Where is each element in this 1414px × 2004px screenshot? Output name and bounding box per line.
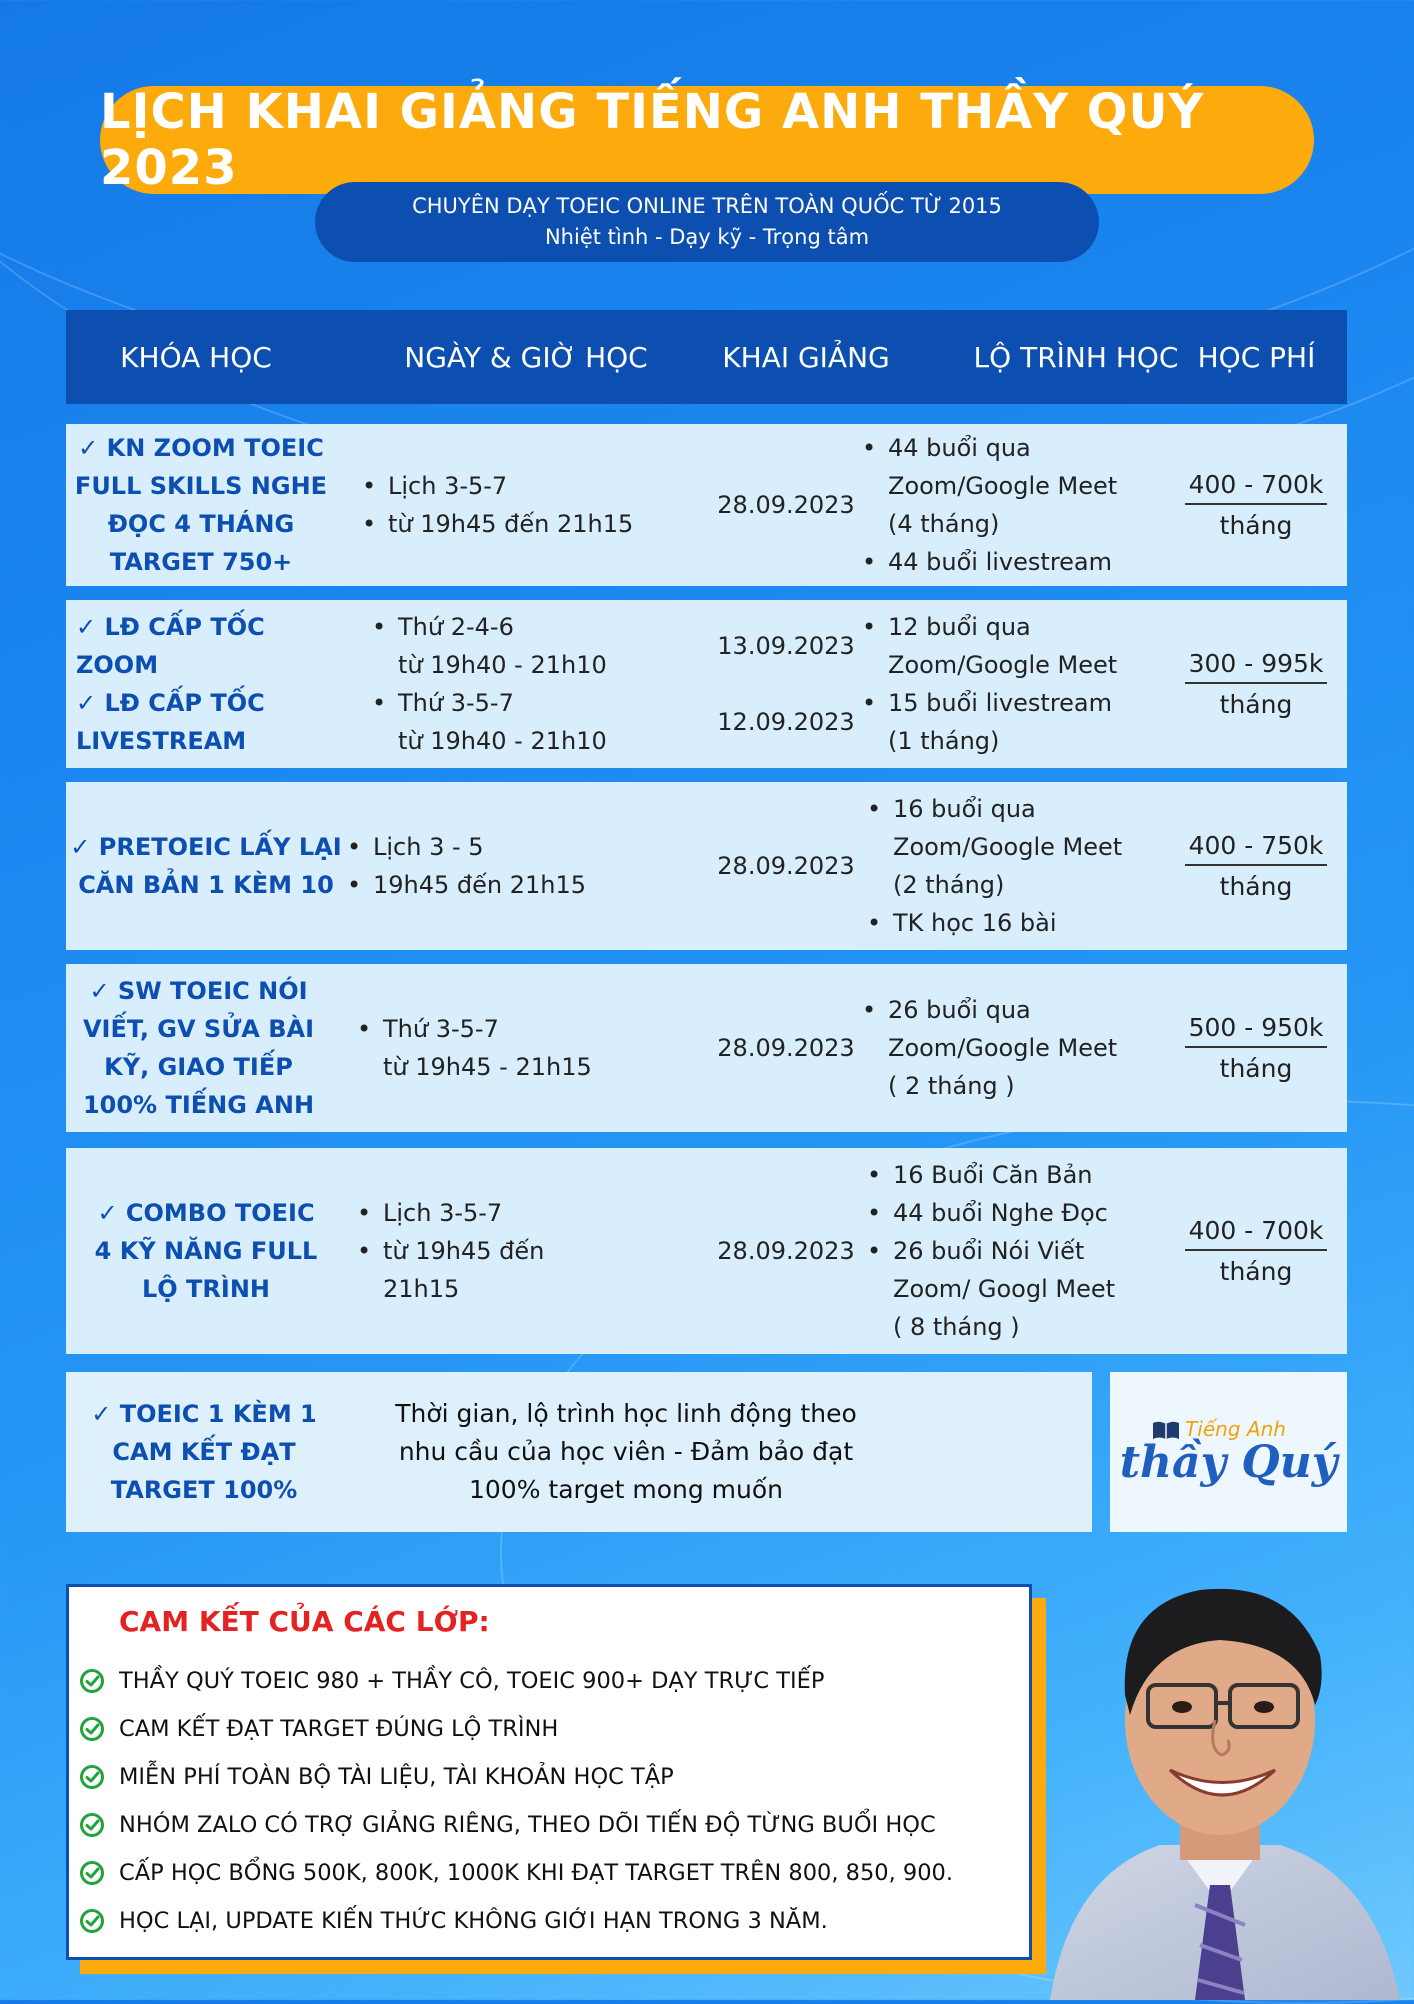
roadmap-cell (856, 424, 1156, 586)
brand-logo (1110, 1372, 1347, 1532)
course-line: FULL SKILLS NGHE (74, 472, 328, 500)
schedule-item: • Thứ 3-5-7 (351, 1010, 681, 1048)
course-line: ✓ KN ZOOM TOEIC (78, 434, 324, 462)
fee-range: 300 - 995k (1185, 649, 1328, 684)
roadmap-item: (2 tháng) (893, 871, 1005, 899)
fee-cell (1176, 782, 1336, 950)
schedule-item: 21h15 (383, 1275, 460, 1303)
roadmap-item: • 16 Buổi Căn Bản (861, 1156, 1161, 1194)
roadmap-cell (861, 782, 1161, 950)
roadmap-item: • 44 buổi Nghe Đọc (861, 1194, 1161, 1232)
column-header-fee: HỌC PHÍ (1197, 340, 1316, 374)
schedule-cell (351, 1148, 681, 1354)
column-header-course: KHÓA HỌC (120, 340, 272, 374)
subtitle-badge (315, 182, 1099, 262)
fee-amount (1176, 831, 1336, 866)
roadmap-item: • 16 buổi qua (861, 790, 1161, 828)
roadmap-list (856, 991, 1156, 1105)
roadmap-item: • 26 buổi qua (856, 991, 1156, 1029)
roadmap-item: Zoom/Google Meet (893, 833, 1123, 861)
schedule-item: • Thứ 3-5-7 (366, 684, 696, 722)
promise-text: MIỄN PHÍ TOÀN BỘ TÀI LIỆU, TÀI KHOẢN HỌC TẬP (119, 1764, 674, 1790)
schedule-item: từ 19h40 - 21h10 (398, 727, 607, 755)
schedule-list (351, 1010, 681, 1086)
course-line: ✓ PRETOEIC LẤY LẠI (70, 833, 342, 861)
course-line: LIVESTREAM (76, 727, 247, 755)
start-date: 28.09.2023 (717, 1034, 855, 1062)
start-date: 28.09.2023 (717, 1237, 855, 1265)
roadmap-item: • 26 buổi Nói Viết (861, 1232, 1161, 1270)
column-header-start-date: KHAI GIẢNG (722, 340, 890, 374)
course-cell (66, 964, 331, 1132)
roadmap-item: Zoom/Google Meet (888, 1034, 1118, 1062)
schedule-cell (366, 600, 696, 768)
schedule-list (366, 608, 696, 760)
roadmap-cell (856, 600, 1156, 768)
logo-line-1: Tiếng Anh (1185, 1416, 1286, 1441)
course-cell (66, 782, 346, 950)
note-line: nhu cầu của học viên - Đảm bảo đạt (398, 1437, 854, 1466)
start-date: 28.09.2023 (717, 852, 855, 880)
roadmap-item: • 44 buổi livestream (856, 543, 1156, 581)
course-line: 100% TIẾNG ANH (82, 1091, 315, 1119)
table-row (66, 424, 1347, 586)
check-circle-icon (79, 1908, 105, 1934)
promise-title: CAM KẾT CỦA CÁC LỚP: (119, 1605, 490, 1638)
schedule-list (341, 828, 671, 904)
schedule-item: • Lịch 3-5-7 (351, 1194, 681, 1232)
fee-amount (1176, 649, 1336, 684)
course-line: ✓ TOEIC 1 KÈM 1 (91, 1400, 317, 1428)
schedule-item: • từ 19h45 đến (351, 1232, 681, 1270)
teacher-portrait (1030, 1545, 1414, 2000)
course-line: CAM KẾT ĐẠT (112, 1438, 296, 1466)
special-course-cell (66, 1372, 342, 1532)
check-circle-icon (79, 1716, 105, 1742)
table-row-special (66, 1372, 1092, 1532)
fee-range: 400 - 750k (1185, 831, 1328, 866)
course-cell (66, 424, 336, 586)
course-line: ĐỌC 4 THÁNG (107, 510, 295, 538)
start-date: 13.09.2023 (717, 632, 855, 660)
special-note (366, 1372, 886, 1532)
fee-amount (1176, 1013, 1336, 1048)
course-line: KỸ, GIAO TIẾP (104, 1053, 293, 1081)
schedule-cell (351, 964, 681, 1132)
roadmap-item: Zoom/ Googl Meet (893, 1275, 1116, 1303)
fee-unit: tháng (1219, 511, 1293, 540)
fee-range: 400 - 700k (1185, 1216, 1328, 1251)
course-line: 4 KỸ NĂNG FULL (94, 1237, 318, 1265)
column-header-roadmap: LỘ TRÌNH HỌC (973, 340, 1179, 374)
course-line: ✓ LĐ CẤP TỐC (76, 689, 265, 717)
fee-cell (1176, 964, 1336, 1132)
roadmap-list (861, 1156, 1161, 1346)
column-header-schedule: NGÀY & GIỜ HỌC (404, 340, 648, 374)
promise-item (69, 1849, 953, 1897)
fee-unit: tháng (1219, 1054, 1293, 1083)
course-line: LỘ TRÌNH (141, 1275, 270, 1303)
course-cell (76, 600, 346, 768)
promise-card (66, 1584, 1032, 1960)
course-line: ✓ LĐ CẤP TỐC ZOOM (76, 613, 265, 679)
roadmap-cell (861, 1148, 1161, 1354)
promise-item (69, 1753, 953, 1801)
fee-unit: tháng (1219, 872, 1293, 901)
check-circle-icon (79, 1668, 105, 1694)
table-row (66, 782, 1347, 950)
course-line: VIẾT, GV SỬA BÀI (82, 1015, 314, 1043)
course-line: ✓ SW TOEIC NÓI (89, 977, 308, 1005)
roadmap-item: Zoom/Google Meet (888, 651, 1118, 679)
roadmap-item: (1 tháng) (888, 727, 1000, 755)
promise-list (69, 1657, 953, 1945)
roadmap-item: Zoom/Google Meet (888, 472, 1118, 500)
roadmap-list (856, 608, 1156, 760)
fee-range: 500 - 950k (1185, 1013, 1328, 1048)
roadmap-item: ( 8 tháng ) (893, 1313, 1020, 1341)
fee-amount (1176, 1216, 1336, 1251)
fee-cell (1176, 600, 1336, 768)
promise-text: CẤP HỌC BỔNG 500K, 800K, 1000K KHI ĐẠT TARGET TRÊN 800, 850, 900. (119, 1860, 953, 1886)
table-row (66, 600, 1347, 768)
roadmap-list (856, 429, 1156, 581)
fee-unit: tháng (1219, 1257, 1293, 1286)
schedule-list (356, 467, 686, 543)
promise-item (69, 1801, 953, 1849)
subtitle-line-1: CHUYÊN DẠY TOEIC ONLINE TRÊN TOÀN QUỐC TỪ 2015 (412, 194, 1002, 218)
schedule-item: • 19h45 đến 21h15 (341, 866, 671, 904)
fee-amount (1176, 470, 1336, 505)
note-line: Thời gian, lộ trình học linh động theo (395, 1399, 857, 1428)
roadmap-item: • 15 buổi livestream (856, 684, 1156, 722)
roadmap-item: • TK học 16 bài (861, 904, 1161, 942)
table-row (66, 1148, 1347, 1354)
roadmap-item: (4 tháng) (888, 510, 1000, 538)
promise-panel (66, 1584, 1032, 1960)
roadmap-item: ( 2 tháng ) (888, 1072, 1015, 1100)
note-line: 100% target mong muốn (468, 1475, 784, 1504)
fee-cell (1176, 424, 1336, 586)
check-circle-icon (79, 1812, 105, 1838)
promise-item (69, 1897, 953, 1945)
roadmap-list (861, 790, 1161, 942)
subtitle-line-2: Nhiệt tình - Dạy kỹ - Trọng tâm (544, 225, 870, 249)
promise-text: HỌC LẠI, UPDATE KIẾN THỨC KHÔNG GIỚI HẠN TRONG 3 NĂM. (119, 1908, 828, 1934)
promise-text: CAM KẾT ĐẠT TARGET ĐÚNG LỘ TRÌNH (119, 1716, 559, 1742)
course-line: TARGET 750+ (109, 548, 293, 576)
fee-unit: tháng (1219, 690, 1293, 719)
start-date: 12.09.2023 (717, 708, 855, 736)
table-header (66, 310, 1347, 404)
schedule-item: từ 19h45 - 21h15 (383, 1053, 592, 1081)
page-title: LỊCH KHAI GIẢNG TIẾNG ANH THẦY QUÝ 2023 (100, 86, 1314, 194)
roadmap-item: • 44 buổi qua (856, 429, 1156, 467)
schedule-cell (356, 424, 686, 586)
roadmap-cell (856, 964, 1156, 1132)
course-line: TARGET 100% (110, 1476, 298, 1504)
schedule-item: • Lịch 3-5-7 (356, 467, 686, 505)
check-circle-icon (79, 1764, 105, 1790)
schedule-item: • Lịch 3 - 5 (341, 828, 671, 866)
promise-text: NHÓM ZALO CÓ TRỢ GIẢNG RIÊNG, THEO DÕI TIẾN ĐỘ TỪNG BUỔI HỌC (119, 1812, 936, 1838)
promise-text: THẦY QUÝ TOEIC 980 + THẦY CÔ, TOEIC 900+ DẠY TRỰC TIẾP (119, 1668, 825, 1694)
fee-range: 400 - 700k (1185, 470, 1328, 505)
check-circle-icon (79, 1860, 105, 1886)
schedule-item: từ 19h40 - 21h10 (398, 651, 607, 679)
schedule-item: • Thứ 2-4-6 (366, 608, 696, 646)
promise-item (69, 1657, 953, 1705)
schedule-item: • từ 19h45 đến 21h15 (356, 505, 686, 543)
schedule-list (351, 1194, 681, 1308)
fee-cell (1176, 1148, 1336, 1354)
logo-line-2: thầy Quý (1119, 1436, 1338, 1488)
roadmap-item: • 12 buổi qua (856, 608, 1156, 646)
start-date: 28.09.2023 (717, 491, 855, 519)
schedule-cell (341, 782, 671, 950)
course-line: ✓ COMBO TOEIC (97, 1199, 315, 1227)
course-line: CĂN BẢN 1 KÈM 10 (78, 871, 334, 899)
course-cell (66, 1148, 346, 1354)
table-row (66, 964, 1347, 1132)
promise-item (69, 1705, 953, 1753)
